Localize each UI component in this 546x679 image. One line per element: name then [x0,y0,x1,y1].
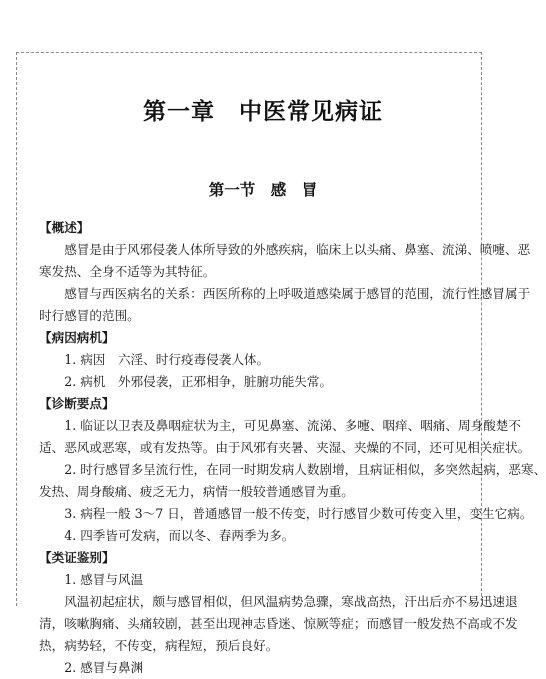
heading-overview: 【概述】 [39,220,90,235]
document-page [16,52,546,675]
paragraph-line: 2. 病机 外邪侵袭，正邪相争，脏腑功能失常。 [64,374,333,389]
heading-differential: 【类证鉴别】 [39,550,115,565]
section-title: 第一节 感 冒 [208,180,318,199]
paragraph-line: 发热、周身酸痛、疲乏无力，病情一般较普通感冒为重。 [39,484,354,499]
paragraph-line: 热，病势轻，不传变，病程短，预后良好。 [39,638,279,653]
paragraph-line: 感冒与西医病名的关系：西医所称的上呼吸道感染属于感冒的范围，流行性感冒属于 [64,286,531,301]
paragraph-line: 寒发热、全身不适等为其特征。 [39,264,216,279]
paragraph-line: 适、恶风或恶寒，或有发热等。由于风邪有夹暑、夹湿、夹燥的不同，还可见相关症状。 [39,440,531,455]
paragraph-line: 1. 临证以卫表及鼻咽症状为主，可见鼻塞、流涕、多嚏、咽痒、咽痛、周身酸楚不 [64,418,521,433]
paragraph-line: 2. 感冒与鼻渊 [64,660,144,675]
paragraph-line: 3. 病程一般 3～7 日，普通感冒一般不传变，时行感冒少数可传变入里，变生它病。 [64,506,533,521]
body-text [39,217,546,679]
heading-etiology: 【病因病机】 [39,330,115,345]
paragraph-line: 清，咳嗽胸痛、头痛较剧，甚至出现神志昏迷、惊厥等症；而感冒一般发热不高或不发 [39,616,518,631]
chapter-title: 第一章 中医常见病证 [143,99,383,125]
paragraph-line: 感冒是由于风邪侵袭人体所导致的外感疾病，临床上以头痛、鼻塞、流涕、喷嚏、恶 [64,242,531,257]
paragraph-line: 风温初起症状，颇与感冒相似，但风温病势急骤，寒战高热，汗出后亦不易迅速退 [64,594,518,609]
paragraph-line: 4. 四季皆可发病，而以冬、春两季为多。 [64,528,295,543]
paragraph-line: 1. 病因 六淫、时行疫毒侵袭人体。 [64,352,270,367]
heading-diagnosis: 【诊断要点】 [39,396,115,411]
paragraph-line: 1. 感冒与风温 [64,572,144,587]
paragraph-line: 时行感冒的范围。 [39,308,140,323]
paragraph-line: 2. 时行感冒多呈流行性，在同一时期发病人数剧增，且病证相似，多突然起病，恶寒、 [64,462,546,477]
